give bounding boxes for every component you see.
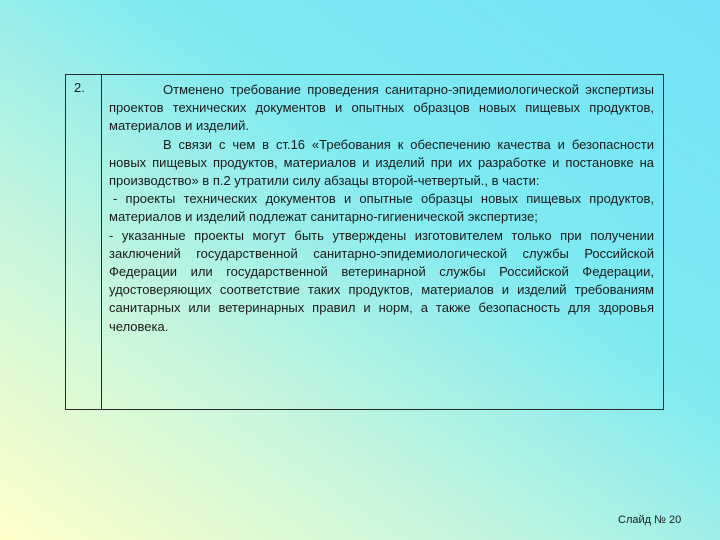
item-number: 2. <box>66 75 102 409</box>
paragraph-2: В связи с чем в ст.16 «Требования к обеспечению качества и безопасности новых пищевых продуктов, материалов и изделий при их разработке и постановке на производство» в п.2 утратили силу абзацы второй-четвертый., в части: <box>109 136 654 189</box>
slide-number: Слайд № 20 <box>618 514 682 526</box>
item-text-cell <box>109 81 654 336</box>
paragraph-4: - указанные проекты могут быть утверждены изготовителем только при получении заключений государственной санитарно-эпидемиологической службы Российской Федерации или государственной ветеринарной службы Российской Федерации, удостоверяющих соответствие таких продуктов, материалов и изделий требованиям санитарных или ветеринарных правил и норм, а также безопасность для здоровья человека. <box>109 227 654 334</box>
content-table <box>65 74 664 410</box>
paragraph-1: Отменено требование проведения санитарно-эпидемиологической экспертизы проектов технических документов и опытных образцов новых пищевых продуктов, материалов и изделий. <box>109 82 654 134</box>
paragraph-3: - проекты технических документов и опытные образцы новых пищевых продуктов, материалов и изделий подлежат санитарно-гигиенической экспертизе; <box>109 191 654 225</box>
